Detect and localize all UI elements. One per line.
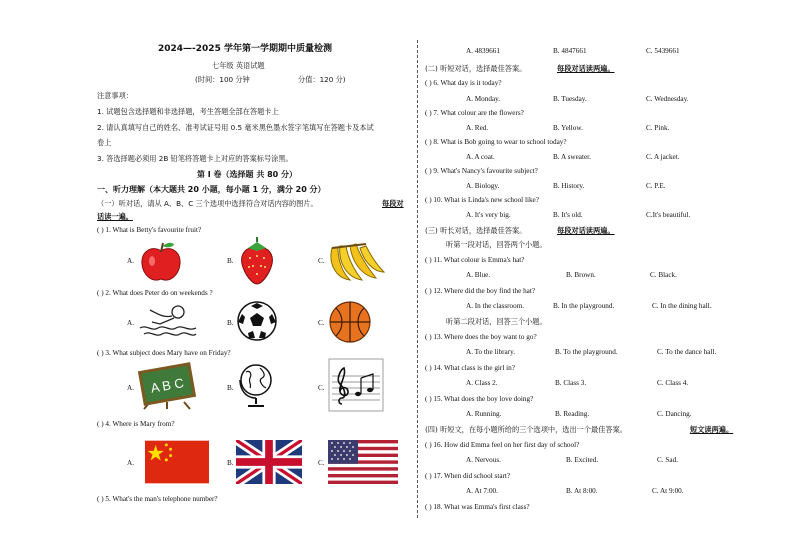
q9-option-a: A. Biology. <box>466 182 500 190</box>
music-notes-icon <box>328 358 384 412</box>
section-2-emphasis: 每段对话读两遍。 <box>557 64 615 73</box>
globe-icon <box>236 360 276 410</box>
section-2-heading: (二) 听短对话，选择最佳答案。 <box>425 64 527 73</box>
basketball-icon <box>328 300 372 344</box>
question-15: ( ) 15. What does the boy love doing? <box>425 395 534 403</box>
question-10: ( ) 10. What is Linda's new school like? <box>425 196 539 204</box>
abc-text: A B C <box>149 375 185 396</box>
q9-option-b: B. History. <box>553 182 585 190</box>
q3-option-a-label: A. <box>127 384 134 392</box>
q1-option-a-label: A. <box>127 257 134 265</box>
q5-option-a: A. 4839661 <box>466 47 500 55</box>
q7-option-b: B. Yellow. <box>553 124 583 132</box>
football-icon <box>236 300 278 342</box>
bananas-icon <box>326 238 386 284</box>
q1-option-c-label: C. <box>318 257 325 265</box>
q5-option-b: B. 4847661 <box>553 47 587 55</box>
q6-option-a: A. Monday. <box>466 95 501 103</box>
q6-option-b: B. Tuesday. <box>553 95 587 103</box>
note-2-cont: 卷上 <box>97 138 112 147</box>
china-flag-icon <box>145 440 209 484</box>
question-1: ( ) 1. What is Betty's favourite fruit? <box>97 226 202 234</box>
question-13: ( ) 13. Where does the boy want to go? <box>425 333 537 341</box>
q4-option-b-label: B. <box>227 459 234 467</box>
question-7: ( ) 7. What colour are the flowers? <box>425 109 524 117</box>
q1-option-b-label: B. <box>227 257 234 265</box>
grade-subject: 七年级 英语试题 <box>212 61 265 70</box>
q6-option-c: C. Wednesday. <box>646 95 689 103</box>
q7-option-c: C. Pink. <box>646 124 670 132</box>
question-6: ( ) 6. What day is it today? <box>425 79 502 87</box>
q2-option-c-label: C. <box>318 319 325 327</box>
q8-option-b: B. A sweater. <box>553 153 591 161</box>
note-1: 1. 试题包含选择题和非选择题，考生答题全部在答题卡上 <box>97 107 279 116</box>
q15-option-a: A. Running. <box>466 410 502 418</box>
question-12: ( ) 12. Where did the boy find the hat? <box>425 287 536 295</box>
sub-1-emphasis: 每段对 <box>382 199 404 208</box>
q13-option-c: C. To the dance hall. <box>657 348 717 356</box>
q13-option-a: A. To the library. <box>466 348 515 356</box>
q17-option-a: A. At 7:00. <box>466 487 498 495</box>
strawberry-icon <box>238 236 276 286</box>
q3-option-b-label: B. <box>227 384 234 392</box>
question-17: ( ) 17. When did school start? <box>425 472 511 480</box>
q11-option-b: B. Brown. <box>566 271 596 279</box>
q11-option-c: C. Black. <box>650 271 677 279</box>
q16-option-c: C. Sad. <box>657 456 678 464</box>
section-3-emphasis: 每段对话读两遍。 <box>557 226 615 235</box>
note-3: 3. 答选择题必须用 2B 铅笔将答题卡上对应的答案标号涂黑。 <box>97 154 293 163</box>
question-8: ( ) 8. What is Bob going to wear to school today? <box>425 138 567 146</box>
q13-option-b: B. To the playground. <box>555 348 618 356</box>
q10-option-c: C.It's beautiful. <box>646 211 691 219</box>
q16-option-a: A. Nervous. <box>466 456 501 464</box>
question-11: ( ) 11. What colour is Emma's hat? <box>425 256 525 264</box>
q12-option-a: A. In the classroom. <box>466 302 525 310</box>
sub-1-emphasis-cont: 话读一遍。 <box>97 212 133 221</box>
question-5: ( ) 5. What's the man's telephone number? <box>97 495 218 503</box>
q17-option-c: C. At 9:00. <box>652 487 684 495</box>
q2-option-a-label: A. <box>127 319 134 327</box>
q15-option-c: C. Dancing. <box>657 410 692 418</box>
note-2: 2. 请认真填写自己的姓名、准考试证号用 0.5 毫米黑色墨水签字笔填写在答题卡及本试 <box>97 123 374 132</box>
q5-option-c: C. 5439661 <box>646 47 680 55</box>
section-3-heading: (三) 听长对话，选择最佳答案。 <box>425 226 527 235</box>
usa-flag-icon <box>328 440 398 484</box>
q3-option-c-label: C. <box>318 384 325 392</box>
q14-option-b: B. Class 3. <box>555 379 587 387</box>
question-9: ( ) 9. What's Nancy's favourite subject? <box>425 167 538 175</box>
q14-option-a: A. Class 2. <box>466 379 498 387</box>
dialogue-2-instruction: 听第二段对话，回答三个小题。 <box>446 317 547 326</box>
q9-option-c: C. P.E. <box>646 182 666 190</box>
swimming-icon <box>138 300 198 340</box>
dialogue-1-instruction: 听第一段对话，回答两个小题。 <box>446 240 547 249</box>
question-16: ( ) 16. How did Emma feel on her first day of school? <box>425 441 580 449</box>
q11-option-a: A. Blue. <box>466 271 491 279</box>
exam-time: (时间：100 分钟 <box>195 75 250 84</box>
question-3: ( ) 3. What subject does Mary have on Friday? <box>97 349 231 357</box>
column-divider <box>417 40 418 518</box>
q17-option-b: B. At 8:00. <box>566 487 598 495</box>
q12-option-c: C. In the dining hall. <box>652 302 712 310</box>
apple-icon <box>138 239 184 285</box>
q2-option-b-label: B. <box>227 319 234 327</box>
question-2: ( ) 2. What does Peter do on weekends ? <box>97 289 213 297</box>
question-14: ( ) 14. What class is the girl in? <box>425 364 515 372</box>
question-4: ( ) 4. Where is Mary from? <box>97 420 175 428</box>
q7-option-a: A. Red. <box>466 124 489 132</box>
sub-1-instruction: （一）听对话，请从 A、B、C 三个选项中选择符合对话内容的图片。 <box>97 199 318 208</box>
q8-option-a: A. A coat. <box>466 153 495 161</box>
section-4-emphasis: 短文读两遍。 <box>690 425 734 434</box>
q10-option-a: A. It's very big. <box>466 211 511 219</box>
q4-option-a-label: A. <box>127 459 134 467</box>
q15-option-b: B. Reading. <box>555 410 590 418</box>
section-1-heading: 一、听力理解（本大题共 20 小题，每小题 1 分，满分 20 分） <box>97 185 326 194</box>
q14-option-c: C. Class 4. <box>657 379 689 387</box>
part-1-heading: 第 I 卷（选择题 共 80 分） <box>197 170 298 179</box>
exam-score: 分值：120 分) <box>298 75 346 84</box>
q10-option-b: B. It's old. <box>553 211 583 219</box>
q12-option-b: B. In the playground. <box>553 302 615 310</box>
exam-title: 2024—-2025 学年第一学期期中质量检测 <box>158 44 332 54</box>
abc-blackboard-icon <box>136 362 198 410</box>
section-4-heading: (四) 听短文，在每小题所给的三个选项中，选出一个最佳答案。 <box>425 425 627 434</box>
question-18: ( ) 18. What was Emma's first class? <box>425 503 530 511</box>
q16-option-b: B. Excited. <box>566 456 599 464</box>
q8-option-c: C. A jacket. <box>646 153 680 161</box>
uk-flag-icon <box>236 440 302 484</box>
notes-title: 注意事项： <box>97 91 133 100</box>
q4-option-c-label: C. <box>318 459 325 467</box>
